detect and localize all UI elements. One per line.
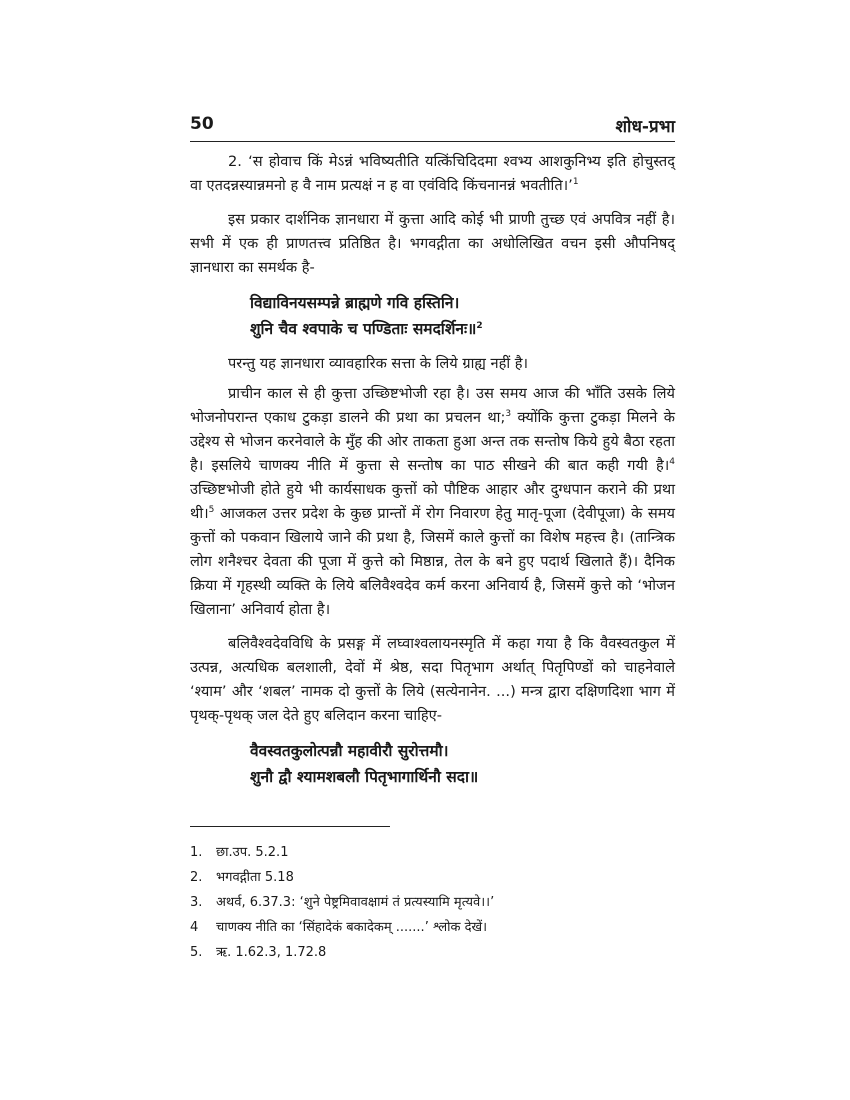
page-number: 50: [190, 114, 214, 134]
paragraph: इस प्रकार दार्शनिक ज्ञानधारा में कुत्ता आदि कोई भी प्राणी तुच्छ एवं अपवित्र नहीं है। सभी में एक ही प्राणतत्त्व प्रतिष्ठित है। भगवद्गीता का अधोलिखित वचन इसी औपनिषद् ज्ञानधारा का समर्थक है-: [190, 211, 675, 276]
verse-line: शुनौ द्वौ श्यामशबलौ पितृभागार्थिनौ सदा॥: [250, 768, 479, 786]
verse-smriti: [250, 738, 675, 790]
paragraph: बलिवैश्वदेवविधि के प्रसङ्ग में लघ्वाश्वलायनस्मृति में कहा गया है कि वैवस्वतकुल में उत्पन्न, अत्यधिक बलशाली, देवों में श्रेष्ठ, सदा पितृभाग अर्थात् पितृपिण्डों को चाहनेवाले ‘श्याम’ और ‘शबल’ नामक दो कुत्तों के लिये (सत्येनानेन. ...) मन्त्र द्वारा दक्षिणदिशा भाग में पृथक्-पृथक् जल देते हुए बलिदान करना चाहिए-: [190, 635, 675, 724]
footnote-ref: 5: [208, 505, 215, 516]
verse-line: शुनि चैव श्वपाके च पण्डिताः समदर्शिनः॥$^2$: [250, 320, 483, 338]
footnotes: [190, 840, 675, 965]
header-rule: [190, 141, 675, 142]
footnote-ref: 1: [572, 177, 579, 188]
main-text: [190, 150, 675, 800]
paragraph-quote: 2. ‘स होवाच किं मेऽन्नं भविष्यतीति यत्किंचिदिदमा श्वभ्य आशकुनिभ्य इति होचुस्तद् वा एतदन्नस्यान्नमनो ह वै नाम प्रत्यक्षं न ह वा एवंविदि किंचनानन्नं भवतीति।’$^1$: [190, 153, 675, 194]
footnote-ref: 2: [476, 320, 483, 331]
footnote-ref: 4: [669, 457, 675, 468]
footnote: 5. ऋ. 1.62.3, 1.72.8: [190, 945, 327, 960]
footnote-ref: 3: [505, 409, 512, 420]
verse-line: वैवस्वतकुलोत्पन्नौ महावीरौ सुरोत्तमौ।: [250, 742, 449, 760]
verse-line: विद्याविनयसम्पन्ने ब्राह्मणे गवि हस्तिनि।: [250, 294, 460, 312]
footnote: 3. अथर्व, 6.37.3: ‘शुने पेष्ट्रमिवावक्षामं तं प्रत्यस्यामि मृत्यवे।।’: [190, 895, 495, 910]
footnote: 4 चाणक्य नीति का ‘सिंहादेकं बकादेकम् .......’ श्लोक देखें।: [190, 920, 488, 935]
verse-gita: [250, 290, 675, 342]
footnote: 1. छा.उप. 5.2.1: [190, 845, 289, 860]
footnote-rule: [190, 826, 390, 827]
footnote: 2. भगवद्गीता 5.18: [190, 870, 294, 885]
paragraph: परन्तु यह ज्ञानधारा व्यावहारिक सत्ता के लिये ग्राह्य नहीं है।: [228, 355, 529, 372]
paragraph: प्राचीन काल से ही कुत्ता उच्छिष्टभोजी रहा है। उस समय आज की भाँति उसके लिये भोजनोपरान्त एकाध टुकड़ा डालने की प्रथा का प्रचलन था;$^3$ क्योंकि कुत्ता टुकड़ा मिलने के उद्देश्य से भोजन करनेवाले के मुँह की ओर ताकता हुआ अन्त तक सन्तोष किये हुये बैठा रहता है। इसलिये चाणक्य नीति में कुत्ता से सन्तोष का पाठ सीखने की बात कही गयी है।$^4$ उच्छिष्टभोजी होते हुये भी कार्यसाधक कुत्तों को पौष्टिक आहार और दुग्धपान कराने की प्रथा थी।$^5$ आजकल उत्तर प्रदेश के कुछ प्रान्तों में रोग निवारण हेतु मातृ-पूजा (देवीपूजा) के समय कुत्तों को पकवान खिलाये जाने की प्रथा है, जिसमें काले कुत्तों का विशेष महत्त्व है। (तान्त्रिक लोग शनैश्चर देवता की पूजा में कुत्ते को मिष्ठान्न, तेल के बने हुए पदार्थ खिलाते हैं)। दैनिक क्रिया में गृहस्थी व्यक्ति के लिये बलिवैश्वदेव कर्म करना अनिवार्य है, जिसमें कुत्ते को ‘भोजन खिलाना’ अनिवार्य होता है।: [190, 385, 675, 618]
running-header: [190, 114, 675, 140]
journal-title: शोध-प्रभा: [615, 117, 675, 137]
